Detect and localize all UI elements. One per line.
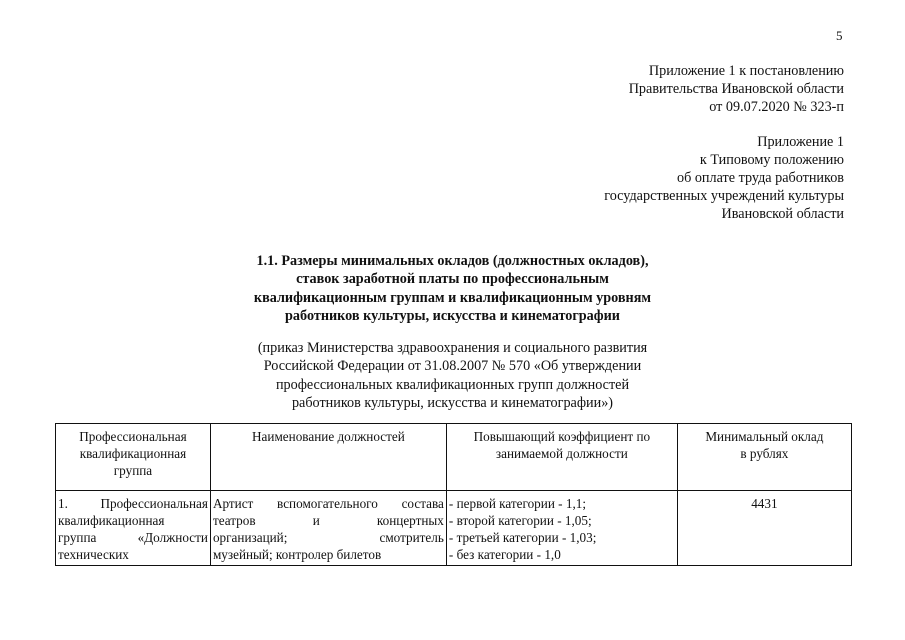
cell-line: театров и концертных	[212, 512, 444, 528]
cell-qualification-group	[56, 490, 211, 566]
appendix-regulation-line: об оплате труда работников	[676, 170, 844, 186]
cell-line: 1. Профессиональная	[58, 495, 208, 511]
cell-line: технических	[58, 547, 129, 563]
section-heading	[180, 252, 725, 326]
table-header-row	[56, 424, 852, 491]
cell-line: музейный; контролер билетов	[212, 547, 382, 563]
appendix-regulation-line: Ивановской области	[721, 206, 844, 222]
header-line: квалификационная	[79, 446, 187, 462]
header-line: Наименование должностей	[252, 429, 405, 444]
heading-line: квалификационным группам и квалификационным уровням	[253, 289, 652, 306]
cell-line: - третьей категории - 1,03;	[448, 530, 597, 546]
header-min-salary	[677, 424, 851, 491]
cell-positions	[210, 490, 446, 566]
header-line: Повышающий коэффициент по	[473, 429, 651, 444]
appendix-resolution-line: Приложение 1 к постановлению	[648, 63, 844, 79]
cell-line: организаций; смотритель	[212, 530, 444, 546]
cell-line: группа «Должности	[58, 530, 208, 546]
header-line: Минимальный оклад	[705, 429, 824, 444]
header-positions	[210, 424, 446, 491]
order-reference-line: (приказ Министерства здравоохранения и социального развития	[257, 340, 648, 356]
header-line: группа	[113, 463, 153, 479]
order-reference-line: Российской Федерации от 31.08.2007 № 570 «Об утверждении	[263, 358, 642, 375]
heading-line: работников культуры, искусства и кинематографии	[285, 308, 620, 325]
cell-line: квалификационная	[58, 512, 165, 528]
header-coefficient	[446, 424, 677, 491]
cell-line: Артист вспомогательного состава	[212, 495, 444, 511]
cell-coefficients	[446, 490, 677, 566]
header-qualification-group	[56, 424, 211, 491]
header-line: занимаемой должности	[495, 446, 628, 462]
table-row	[56, 490, 852, 566]
order-reference-line: профессиональных квалификационных групп должностей	[275, 376, 630, 393]
cell-line: - первой категории - 1,1;	[448, 495, 587, 511]
appendix-resolution-line: Правительства Ивановской области	[628, 81, 844, 97]
header-line: Профессиональная	[79, 429, 187, 444]
order-reference-line: работников культуры, искусства и кинематографии»)	[291, 395, 614, 412]
order-reference	[180, 339, 725, 413]
appendix-resolution-line: от 09.07.2020 № 323-п	[709, 99, 844, 115]
heading-line: 1.1. Размеры минимальных окладов (должностных окладов),	[256, 253, 649, 269]
cell-min-salary: 4431	[677, 490, 851, 566]
heading-line: ставок заработной платы по профессиональным	[296, 271, 609, 288]
cell-line: - второй категории - 1,05;	[448, 512, 592, 528]
appendix-regulation-block	[604, 133, 844, 223]
salary-table	[55, 423, 852, 566]
header-line: в рублях	[740, 446, 789, 462]
appendix-regulation-line: Приложение 1	[757, 134, 844, 150]
cell-line: - без категории - 1,0	[448, 547, 561, 563]
appendix-regulation-line: к Типовому положению	[699, 152, 844, 168]
appendix-resolution-block	[629, 62, 844, 116]
appendix-regulation-line: государственных учреждений культуры	[604, 188, 844, 204]
page-number: 5	[836, 28, 843, 43]
